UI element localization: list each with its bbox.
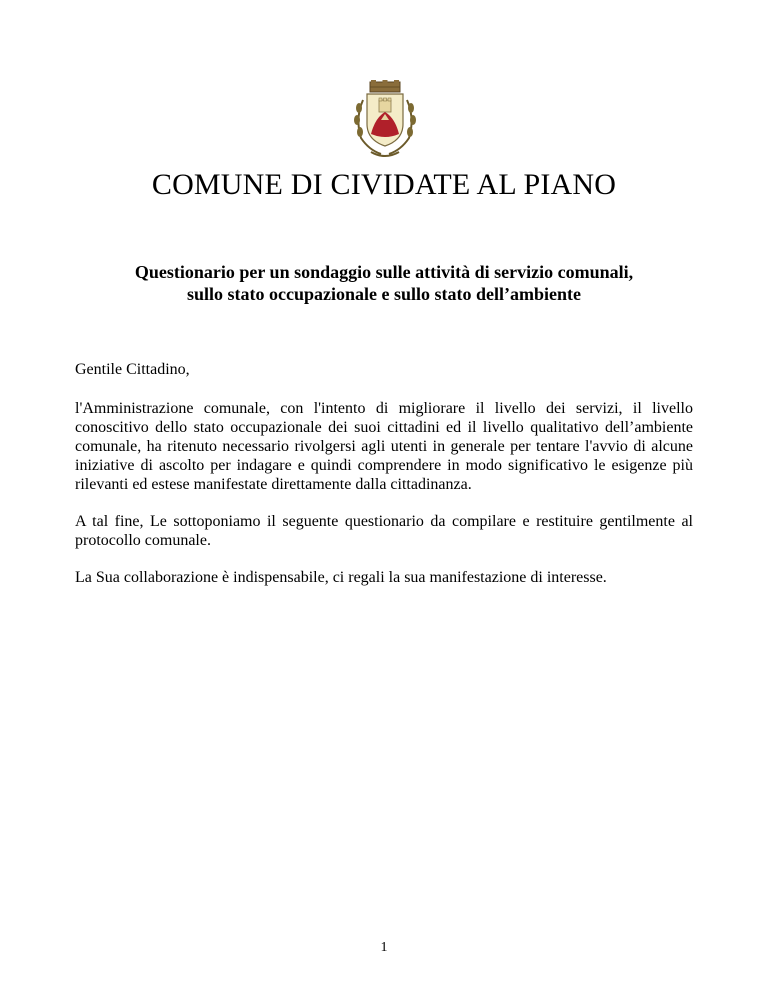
- greeting: Gentile Cittadino,: [75, 361, 190, 378]
- page-number: 1: [380, 940, 388, 955]
- paragraph-closing: La Sua collaborazione è indispensabile, ci regali la sua manifestazione di interesse.: [75, 569, 607, 586]
- paragraph-intro: l'Amministrazione comunale, con l'intento di migliorare il livello dei servizi, il livello conoscitivo dello stato occupazionale dei suoi cittadini ed il livello qualitativo dell’ambiente comunale, ha ritenuto necessario rivolgersi agli utenti in generale per tentare l'avvio di alcune iniziative di ascolto per indagare e quindi comprendere in modo significativo le esigenze più rilevanti ed estese manifestate direttamente dalla cittadinanza.: [75, 400, 693, 493]
- subtitle-line-2: sullo stato occupazionale e sullo stato dell’ambiente: [187, 284, 581, 304]
- paragraph-request: A tal fine, Le sottoponiamo il seguente questionario da compilare e restituire gentilmente al protocollo comunale.: [75, 513, 693, 549]
- page-title: COMUNE DI CIVIDATE AL PIANO: [151, 168, 617, 201]
- letter-body: [75, 360, 693, 605]
- subtitle-line-1: Questionario per un sondaggio sulle attività di servizio comunali,: [134, 262, 634, 282]
- coat-of-arms-icon: [341, 80, 429, 162]
- document-subtitle: [60, 261, 708, 305]
